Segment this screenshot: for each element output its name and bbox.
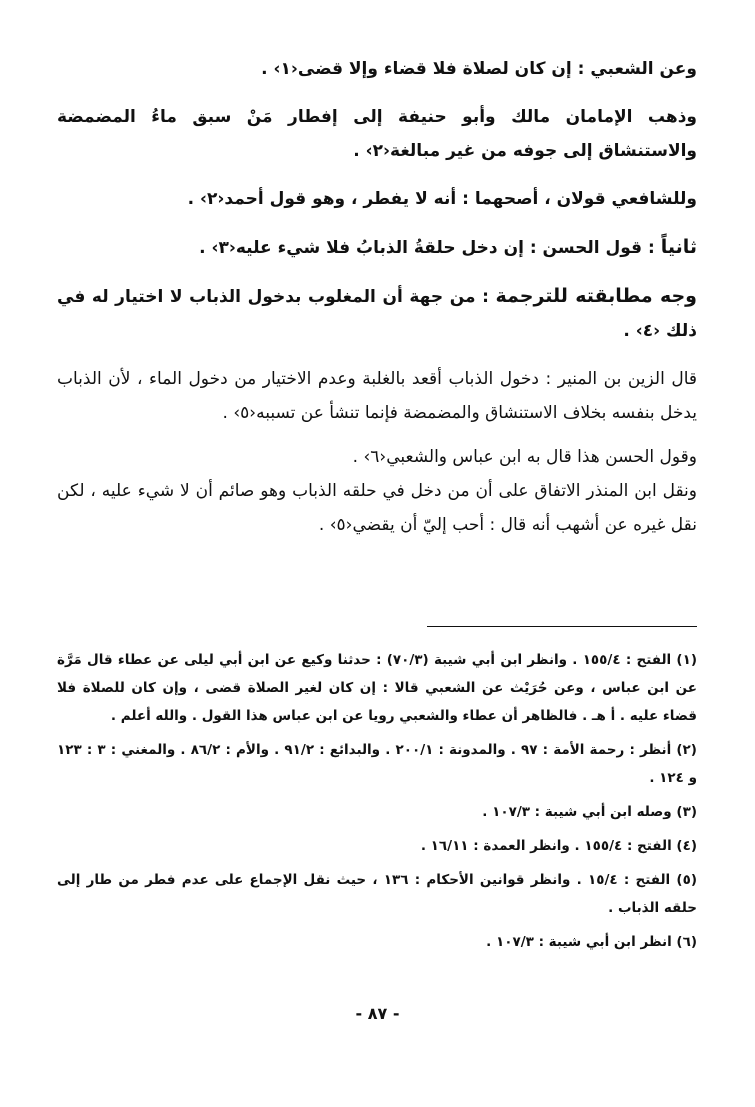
- footnote-divider: [427, 626, 697, 627]
- footnote-4: (٤) الفتح : ١٥٥/٤ . وانظر العمدة : ١٦/١١ .: [420, 838, 697, 854]
- paragraph-shafii: وللشافعي قولان ، أصحهما : أنه لا يفطر ، وهو قول أحمد‹٢› .: [187, 189, 697, 209]
- footnote-1: (١) الفتح : ١٥٥/٤ . وانظر ابن أبي شيبة (٧٠/٣) : حدثنا وكيع عن ابن أبي ليلى عن عطاء قال مَرَّة عن ابن عباس ، وعن حُرَيْث عن الشعبي قالا : إن كان لغير الصلاة قضى ، وإن كان للصلاة فلا قضاء عليه . أ هـ . فالظاهر أن عطاء والشعبي رويا عن ابن عباس هذا القول . والله أعلم .: [57, 652, 697, 724]
- paragraph-second: [57, 230, 697, 265]
- relevance-lead: وجه مطابقته للترجمة: [495, 285, 697, 307]
- footnote-6: (٦) انظر ابن أبي شيبة : ١٠٧/٣ .: [486, 934, 697, 950]
- second-lead: ثانياً: [660, 236, 697, 258]
- paragraph-relevance: [57, 279, 697, 348]
- footnote-5: (٥) الفتح : ١٥/٤ . وانظر قوانين الأحكام : ١٣٦ ، حيث نقل الإجماع على عدم فطر من طار إلى حلقه الذباب .: [57, 872, 698, 916]
- paragraph-shabi: وعن الشعبي : إن كان لصلاة فلا قضاء وإلا قضى‹١› .: [261, 59, 697, 79]
- paragraph-ibn-mundhir: ونقل ابن المنذر الاتفاق على أن من دخل في حلقه الذباب وهو صائم أن لا شيء عليه ، لكن نقل غيره عن أشهب أنه قال : أحب إليّ أن يقضي‹٥› .: [57, 481, 697, 535]
- footnote-3: (٣) وصله ابن أبي شيبة : ١٠٧/٣ .: [482, 804, 697, 820]
- footnotes: [57, 646, 697, 962]
- page-number: - ٨٧ -: [355, 1004, 400, 1023]
- paragraph-imams: وذهب الإمامان مالك وأبو حنيفة إلى إفطار مَنْ سبق ماءُ المضمضة والاستنشاق إلى جوفه من غير مبالغة‹٢› .: [57, 107, 697, 161]
- footnote-2: (٢) أنظر : رحمة الأمة : ٩٧ . والمدونة : ٢٠٠/١ . والبدائع : ٩١/٢ . والأم : ٨٦/٢ . والمغني : ٣ : ١٢٣ و ١٢٤ .: [57, 742, 697, 786]
- paragraph-hasan: وقول الحسن هذا قال به ابن عباس والشعبي‹٦› .: [352, 447, 697, 467]
- paragraph-zain: قال الزين بن المنير : دخول الذباب أقعد بالغلبة وعدم الاختيار من دخول الماء ، لأن الذباب يدخل بنفسه بخلاف الاستنشاق والمضمضة فإنما تنشأ عن تسببه‹٥› .: [57, 369, 697, 423]
- main-text-body: [57, 52, 697, 542]
- relevance-rest: : من جهة أن المغلوب بدخول الذباب لا اختيار له في ذلك ‹٤› .: [57, 287, 697, 341]
- second-rest: : قول الحسن : إن دخل حلقةُ الذبابُ فلا شيء عليه‹٣› .: [199, 238, 661, 258]
